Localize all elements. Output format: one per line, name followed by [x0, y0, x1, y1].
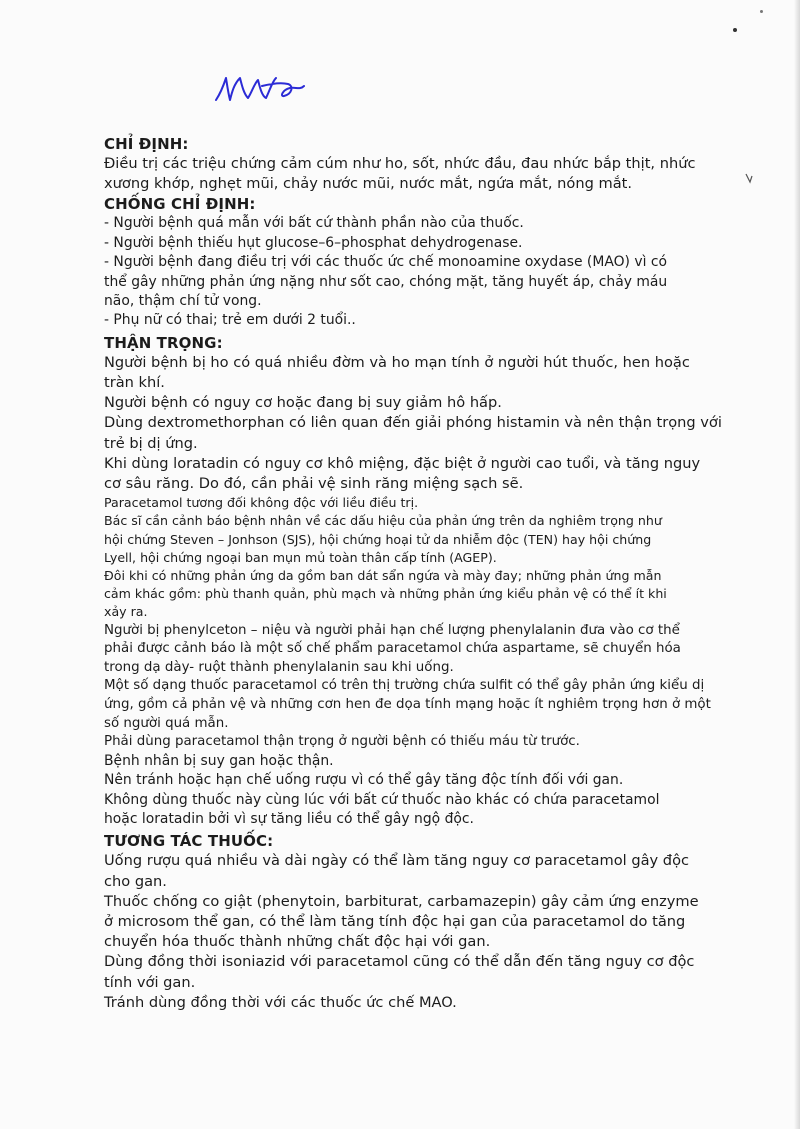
text-line: Lyell, hội chứng ngoại ban mụn mủ toàn thân cấp tính (AGEP). — [104, 549, 497, 565]
text-line: - Người bệnh đang điều trị với các thuốc ức chế monoamine oxydase (MAO) vì có — [104, 254, 667, 271]
indications-heading: CHỈ ĐỊNH: — [104, 135, 189, 153]
text-line: cơ sâu răng. Do đó, cần phải vệ sinh răng miệng sạch sẽ. — [104, 475, 524, 493]
text-line: - Người bệnh thiếu hụt glucose–6–phosphat dehydrogenase. — [104, 234, 523, 251]
document-body — [104, 134, 764, 1013]
text-line: trong dạ dày- ruột thành phenylalanin sau khi uống. — [104, 659, 454, 675]
text-line: số người quá mẫn. — [104, 715, 229, 731]
text-line: Dùng dextromethorphan có liên quan đến giải phóng histamin và nên thận trọng với — [104, 414, 722, 432]
contraindications-heading: CHỐNG CHỈ ĐỊNH: — [104, 195, 256, 214]
text-line: Khi dùng loratadin có nguy cơ khô miệng, đặc biệt ở người cao tuổi, và tăng nguy — [104, 454, 701, 472]
text-line: hội chứng Steven – Jonhson (SJS), hội chứng hoại tử da nhiễm độc (TEN) hay hội chứng — [104, 531, 652, 547]
text-line: hoặc loratadin bởi vì sự tăng liều có thể gây ngộ độc. — [104, 811, 474, 828]
text-line: Điều trị các triệu chứng cảm cúm như ho, sốt, nhức đầu, đau nhức bắp thịt, nhức — [104, 155, 696, 172]
text-line: Người bệnh có nguy cơ hoặc đang bị suy giảm hô hấp. — [104, 394, 502, 412]
text-line: Uống rượu quá nhiều và dài ngày có thể làm tăng nguy cơ paracetamol gây độc — [104, 852, 690, 870]
text-line: Người bệnh bị ho có quá nhiều đờm và ho mạn tính ở người hút thuốc, hen hoặc — [104, 353, 690, 371]
text-line: não, thậm chí tử vong. — [104, 293, 262, 310]
precautions-block-c — [104, 622, 764, 752]
text-line: cho gan. — [104, 872, 167, 890]
text-line: Paracetamol tương đối không độc với liều điều trị. — [104, 495, 419, 511]
precautions-block-a — [104, 353, 764, 494]
scan-edge-shadow — [794, 0, 800, 1129]
precautions-block-d — [104, 752, 764, 830]
precautions-heading: THẬN TRỌNG: — [104, 333, 223, 352]
text-line: ứng, gồm cả phản vệ và những cơn hen đe dọa tính mạng hoặc ít nghiêm trọng hơn ở một — [104, 697, 711, 713]
text-line: phải được cảnh báo là một số chế phẩm paracetamol chứa aspartame, sẽ chuyển hóa — [104, 641, 681, 657]
precautions-block-b — [104, 494, 764, 621]
text-line: ở microsom thể gan, có thể làm tăng tính độc hại gan của paracetamol do tăng — [104, 913, 686, 931]
text-line: Tránh dùng đồng thời với các thuốc ức chế MAO. — [104, 993, 457, 1011]
interactions-text — [104, 851, 764, 1013]
text-line: Đôi khi có những phản ứng da gồm ban dát sẩn ngứa và mày đay; những phản ứng mẫn — [104, 568, 662, 584]
text-line: chuyển hóa thuốc thành những chất độc hại với gan. — [104, 933, 491, 951]
text-line: - Phụ nữ có thai; trẻ em dưới 2 tuổi.. — [104, 312, 356, 329]
text-line: Phải dùng paracetamol thận trọng ở người bệnh có thiếu máu từ trước. — [104, 734, 580, 750]
contraindications-text — [104, 214, 764, 330]
ink-dot-mark-small — [760, 10, 763, 13]
text-line: Bệnh nhân bị suy gan hoặc thận. — [104, 752, 334, 769]
text-line: Không dùng thuốc này cùng lúc với bất cứ thuốc nào khác có chứa paracetamol — [104, 791, 660, 808]
text-line: xảy ra. — [104, 604, 148, 620]
text-line: Bác sĩ cần cảnh báo bệnh nhân về các dấu hiệu của phản ứng trên da nghiêm trọng như — [104, 513, 662, 529]
handwritten-signature — [210, 70, 320, 110]
text-line: Một số dạng thuốc paracetamol có trên thị trường chứa sulfit có thể gây phản ứng kiểu dị — [104, 678, 705, 694]
ink-dot-mark — [733, 28, 737, 32]
indications-text — [104, 154, 764, 194]
text-line: tính với gan. — [104, 973, 196, 991]
text-line: - Người bệnh quá mẫn với bất cứ thành phần nào của thuốc. — [104, 215, 524, 232]
text-line: trẻ bị dị ứng. — [104, 434, 198, 452]
text-line: xương khớp, nghẹt mũi, chảy nước mũi, nước mắt, ngứa mắt, nóng mắt. — [104, 175, 633, 193]
text-line: Dùng đồng thời isoniazid với paracetamol cũng có thể dẫn đến tăng nguy cơ độc — [104, 953, 695, 971]
text-line: tràn khí. — [104, 374, 165, 392]
text-line: cảm khác gồm: phù thanh quản, phù mạch và những phản ứng kiểu phản vệ có thể ít khi — [104, 586, 667, 602]
text-line: Nên tránh hoặc hạn chế uống rượu vì có thể gây tăng độc tính đối với gan. — [104, 772, 624, 789]
interactions-heading: TƯƠNG TÁC THUỐC: — [104, 832, 274, 851]
text-line: Thuốc chống co giật (phenytoin, barbiturat, carbamazepin) gây cảm ứng enzyme — [104, 892, 699, 910]
text-line: Người bị phenylceton – niệu và người phải hạn chế lượng phenylalanin đưa vào cơ thể — [104, 622, 680, 638]
text-line: thể gây những phản ứng nặng như sốt cao, chóng mặt, tăng huyết áp, chảy máu — [104, 273, 668, 290]
